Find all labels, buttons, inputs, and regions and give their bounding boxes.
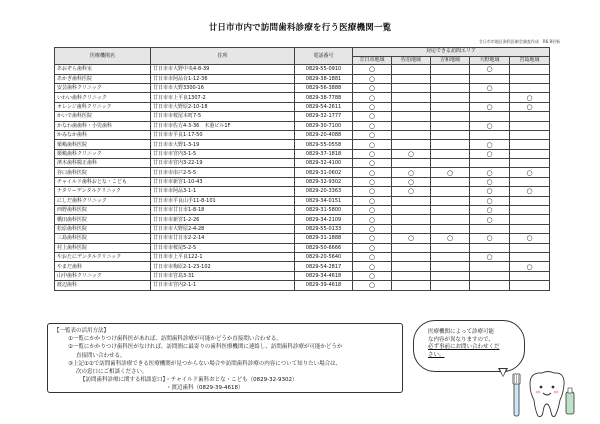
clinic-address: 廿日市市宮内3-22-19 (151, 159, 295, 168)
area-mark (510, 196, 550, 205)
table-row (55, 281, 550, 290)
table-row (55, 149, 550, 158)
area-mark (470, 112, 510, 121)
area-mark: ○ (353, 253, 392, 262)
area-mark: ○ (353, 149, 392, 158)
area-mark (510, 281, 550, 290)
area-mark (431, 159, 470, 168)
area-mark (510, 177, 550, 186)
table-row (55, 234, 550, 243)
area-mark (392, 112, 431, 121)
area-mark (431, 187, 470, 196)
clinic-address: 廿日市市大野1-3-19 (151, 140, 295, 149)
clinic-name: 栗嶋歯科クリニック (55, 149, 151, 158)
clinic-phone: 0829-20-4088 (295, 130, 353, 139)
area-mark (510, 206, 550, 215)
clinic-address: 廿日市市串戸2-5-5 (151, 168, 295, 177)
page-title: 廿日市市内で訪問歯科診療を行う医療機関一覧 (208, 23, 392, 33)
area-mark: ○ (353, 65, 392, 74)
area-mark (431, 215, 470, 224)
area-mark (392, 224, 431, 233)
area-mark: ○ (353, 83, 392, 92)
clinic-phone: 0829-54-2817 (295, 262, 353, 271)
header-area: 廿日市地域 (353, 56, 392, 65)
area-mark (431, 224, 470, 233)
area-mark: ○ (353, 215, 392, 224)
note-line: ②一覧にかかりつけ歯科医がなければ、訪問圏に最寄りの歯科医療機関に連絡し、訪問歯科診療が可能かどうか (68, 344, 343, 351)
source-note: 廿日市市地区歯科医師会調査作成 R6.8更新 (478, 39, 560, 44)
tooth-mascot-illustration (508, 362, 578, 422)
area-mark (510, 121, 550, 130)
clinic-address: 廿日市市大野3300-16 (151, 83, 295, 92)
clinic-phone: 0829-55-0558 (295, 140, 353, 149)
clinic-phone: 0829-34-2109 (295, 215, 353, 224)
clinic-phone: 0829-20-5640 (295, 253, 353, 262)
area-mark: ○ (353, 168, 392, 177)
note-heading: 【一覧表の活用方法】 (54, 328, 110, 334)
area-mark: ○ (470, 149, 510, 158)
area-mark: ○ (470, 65, 510, 74)
area-mark (392, 140, 431, 149)
area-mark: ○ (353, 206, 392, 215)
bubble-tail-inner (500, 369, 506, 376)
area-mark (392, 93, 431, 102)
area-mark: ○ (470, 215, 510, 224)
area-mark (392, 102, 431, 111)
header-phone: 電話番号 (295, 48, 353, 65)
area-mark (510, 74, 550, 83)
table-row (55, 112, 550, 121)
area-mark: ○ (510, 102, 550, 111)
area-mark (392, 243, 431, 252)
area-mark: ○ (431, 234, 470, 243)
area-mark (431, 140, 470, 149)
usage-note-box (47, 323, 403, 393)
area-mark (510, 253, 550, 262)
clinic-phone: 0829-31-1888 (295, 234, 353, 243)
header-address: 住所 (151, 48, 295, 65)
clinic-name: やおたにデンタルクリニック (55, 253, 151, 262)
table-row (55, 130, 550, 139)
area-mark: ○ (431, 168, 470, 177)
area-mark (431, 83, 470, 92)
clinic-address: 廿日市市阿品3-1-1 (151, 187, 295, 196)
area-mark (431, 177, 470, 186)
clinic-phone: 0829-34-4618 (295, 271, 353, 280)
bubble-line: な内容が異なりますので、 (428, 336, 494, 343)
clinic-address: 廿日市市梅原2-1-23-102 (151, 262, 295, 271)
area-mark (510, 215, 550, 224)
area-mark: ○ (392, 187, 431, 196)
area-mark: ○ (510, 262, 550, 271)
area-mark: ○ (353, 234, 392, 243)
clinic-name: 安芸歯科クリニック (55, 83, 151, 92)
area-mark: ○ (510, 93, 550, 102)
area-mark (392, 215, 431, 224)
table-row (55, 215, 550, 224)
area-mark (510, 159, 550, 168)
area-mark (510, 224, 550, 233)
area-mark (392, 253, 431, 262)
area-mark (431, 65, 470, 74)
clinic-name: かみなか歯科 (55, 130, 151, 139)
header-area: 宮島地域 (510, 56, 550, 65)
tube-icon (566, 388, 574, 414)
area-mark: ○ (510, 234, 550, 243)
area-mark: ○ (353, 112, 392, 121)
clinic-name: 橋田歯科医院 (55, 215, 151, 224)
clinic-name: チャイルド歯科おとな・こども (55, 177, 151, 186)
clinic-address: 廿日市市桜尾本町7-5 (151, 112, 295, 121)
clinic-address: 廿日市市廿日市2-2-14 (151, 234, 295, 243)
area-mark (431, 196, 470, 205)
table-row (55, 93, 550, 102)
clinic-phone: 0829-31-0602 (295, 168, 353, 177)
area-mark: ○ (470, 187, 510, 196)
clinic-phone: 0829-39-4618 (295, 281, 353, 290)
clinic-phone: 0829-55-0910 (295, 65, 353, 74)
area-mark (431, 130, 470, 139)
table-row (55, 271, 550, 280)
clinic-phone: 0829-37-1818 (295, 149, 353, 158)
area-mark: ○ (470, 234, 510, 243)
area-mark: ○ (353, 224, 392, 233)
clinic-address: 廿日市市平良1-17-50 (151, 130, 295, 139)
area-mark (392, 271, 431, 280)
clinic-address: 廿日市市大野中央4-8-39 (151, 65, 295, 74)
table-row (55, 65, 550, 74)
table-row (55, 206, 550, 215)
area-mark: ○ (353, 74, 392, 83)
clinic-address: 廿日市市平良山手11-8-101 (151, 196, 295, 205)
table-row (55, 262, 550, 271)
clinic-name: 西野歯科医院 (55, 206, 151, 215)
area-mark: ○ (353, 243, 392, 252)
table-row (55, 83, 550, 92)
area-mark: ○ (510, 168, 550, 177)
clinic-phone: 0829-54-2611 (295, 102, 353, 111)
note-line: 次の窓口にご相談ください。 (76, 369, 148, 376)
clinic-phone: 0829-56-3888 (295, 83, 353, 92)
clinic-address: 廿日市市宮島3-31 (151, 271, 295, 280)
area-mark: ○ (470, 206, 510, 215)
note-line: ①一覧にかかりつけ歯科医があれば、訪問歯科診療が可能かどうか直接問い合わせる。 (68, 336, 282, 343)
area-mark (470, 281, 510, 290)
area-mark (392, 83, 431, 92)
clinic-name: 栗嶋歯科医院 (55, 140, 151, 149)
area-mark: ○ (470, 140, 510, 149)
area-mark: ○ (353, 187, 392, 196)
header-area-group: 対応できる訪問エリア (353, 48, 550, 57)
area-mark (510, 243, 550, 252)
area-mark: ○ (470, 168, 510, 177)
area-mark: ○ (353, 130, 392, 139)
area-mark: ○ (353, 281, 392, 290)
area-mark (470, 271, 510, 280)
table-row (55, 121, 550, 130)
clinic-name: ナタリーデンタルクリニック (55, 187, 151, 196)
clinic-name: 濱木歯科醫正歯科 (55, 159, 151, 168)
table-row (55, 102, 550, 111)
area-mark (392, 121, 431, 130)
clinic-name: あかぎ歯科医院 (55, 74, 151, 83)
area-mark: ○ (353, 140, 392, 149)
clinic-name: にしだ歯科クリニック (55, 196, 151, 205)
clinic-phone: 0829-38-1881 (295, 74, 353, 83)
clinic-phone: 0829-20-3363 (295, 187, 353, 196)
area-mark (510, 112, 550, 121)
area-mark: ○ (470, 121, 510, 130)
header-name: 医療機関名 (55, 48, 151, 65)
area-mark (392, 159, 431, 168)
area-mark (470, 243, 510, 252)
bubble-line: 必ず事前にお問い合わせくだ (428, 344, 500, 351)
clinic-address: 廿日市市桜尾5-2-5 (151, 243, 295, 252)
area-mark (392, 262, 431, 271)
area-mark (431, 271, 470, 280)
area-mark: ○ (353, 271, 392, 280)
area-mark (510, 149, 550, 158)
area-mark (431, 112, 470, 121)
area-mark (470, 93, 510, 102)
area-mark (510, 65, 550, 74)
clinic-address: 廿日市市新宮1-2-26 (151, 215, 295, 224)
area-mark (431, 253, 470, 262)
area-mark: ○ (353, 262, 392, 271)
area-mark: ○ (510, 187, 550, 196)
header-area: 佐伯地域 (392, 56, 431, 65)
clinic-phone: 0829-32-1777 (295, 112, 353, 121)
clinic-name: 渡辺歯科 (55, 281, 151, 290)
area-mark (431, 243, 470, 252)
area-mark: ○ (470, 102, 510, 111)
area-mark: ○ (470, 177, 510, 186)
clinic-name: 村上歯科医院 (55, 243, 151, 252)
area-mark: ○ (470, 83, 510, 92)
clinic-name: 谷口歯科医院 (55, 168, 151, 177)
area-mark (431, 149, 470, 158)
note-contact: ・渡辺歯科（0829-39-4618） (166, 385, 244, 392)
area-mark: ○ (353, 196, 392, 205)
clinic-name: 松原歯科医院 (55, 224, 151, 233)
header-area: 大野地域 (470, 56, 510, 65)
area-mark: ○ (392, 149, 431, 158)
clinic-phone: 0829-38-7788 (295, 93, 353, 102)
note-line: ③上記①②で訪問歯科診療できる医療機関が見つからない場合や訪問歯科診療の内容について知りたい場合は、 (68, 360, 342, 367)
clinic-name: あおぞら歯科室 (55, 65, 151, 74)
bubble-line: さい。 (428, 351, 445, 358)
table-row (55, 187, 550, 196)
clinic-phone: 0829-32-4100 (295, 159, 353, 168)
table-row (55, 177, 550, 186)
clinic-address: 廿日市市廿日市1-8-18 (151, 206, 295, 215)
clinic-address: 廿日市市上平良1307-2 (151, 93, 295, 102)
clinic-name: 三島歯科医院 (55, 234, 151, 243)
clinic-address: 廿日市市宮内3-1-5 (151, 149, 295, 158)
area-mark: ○ (353, 177, 392, 186)
clinic-name: かなわ歯歯科・小児歯科 (55, 121, 151, 130)
table-row (55, 168, 550, 177)
area-mark: ○ (470, 196, 510, 205)
area-mark (392, 74, 431, 83)
clinic-address: 廿日市市阿品台1-12-36 (151, 74, 295, 83)
clinic-name: 山中歯科クリニック (55, 271, 151, 280)
area-mark: ○ (353, 121, 392, 130)
clinic-phone: 0829-50-6666 (295, 243, 353, 252)
area-mark (392, 206, 431, 215)
area-mark (431, 93, 470, 102)
table-row (55, 159, 550, 168)
area-mark (510, 271, 550, 280)
clinic-table (54, 47, 550, 291)
area-mark (470, 262, 510, 271)
clinic-phone: 0829-34-0151 (295, 196, 353, 205)
area-mark (392, 281, 431, 290)
area-mark: ○ (353, 102, 392, 111)
area-mark (392, 196, 431, 205)
area-mark (431, 121, 470, 130)
area-mark (431, 206, 470, 215)
clinic-name: オレンジ歯科クリニック (55, 102, 151, 111)
clinic-address: 廿日市市新宮1-10-43 (151, 177, 295, 186)
clinic-phone: 0829-30-7100 (295, 121, 353, 130)
area-mark (431, 74, 470, 83)
table-row (55, 253, 550, 262)
area-mark (510, 130, 550, 139)
area-mark (510, 83, 550, 92)
area-mark (431, 102, 470, 111)
clinic-address: 廿日市市大野原2-10-18 (151, 102, 295, 111)
toothbrush-icon (513, 374, 520, 416)
clinic-address: 廿日市市佐方4-3-36 木港ビル1F (151, 121, 295, 130)
note-line: 直接問い合わせる。 (76, 352, 126, 359)
area-mark (470, 130, 510, 139)
area-mark (431, 281, 470, 290)
note-contact: 【訪問歯科診療に関する相談窓口】・チャイルド歯科おとな・こども（0829-32-9302） (80, 377, 298, 384)
area-mark (431, 262, 470, 271)
table-row (55, 140, 550, 149)
clinic-name: いわい歯科クリニック (55, 93, 151, 102)
bubble-line: 医療機関によって診療可能 (428, 329, 495, 335)
area-mark (470, 224, 510, 233)
area-mark: ○ (470, 253, 510, 262)
clinic-name: やまだ歯科 (55, 262, 151, 271)
clinic-phone: 0829-32-9302 (295, 177, 353, 186)
clinic-phone: 0829-31-5800 (295, 206, 353, 215)
table-row (55, 243, 550, 252)
area-mark (392, 65, 431, 74)
area-mark (510, 140, 550, 149)
clinic-name: かいで歯科医院 (55, 112, 151, 121)
clinic-phone: 0829-55-0133 (295, 224, 353, 233)
clinic-address: 廿日市市宮内2-1-1 (151, 281, 295, 290)
area-mark (392, 130, 431, 139)
table-row (55, 74, 550, 83)
area-mark: ○ (392, 234, 431, 243)
tooth-character-icon (530, 372, 564, 417)
clinic-address: 廿日市市大野原2-4-28 (151, 224, 295, 233)
area-mark: ○ (353, 159, 392, 168)
table-row (55, 224, 550, 233)
header-area: 吉和地域 (431, 56, 470, 65)
area-mark: ○ (392, 177, 431, 186)
area-mark: ○ (392, 168, 431, 177)
area-mark: ○ (353, 93, 392, 102)
area-mark (470, 74, 510, 83)
table-row (55, 196, 550, 205)
area-mark (470, 159, 510, 168)
clinic-address: 廿日市市上平良122-1 (151, 253, 295, 262)
